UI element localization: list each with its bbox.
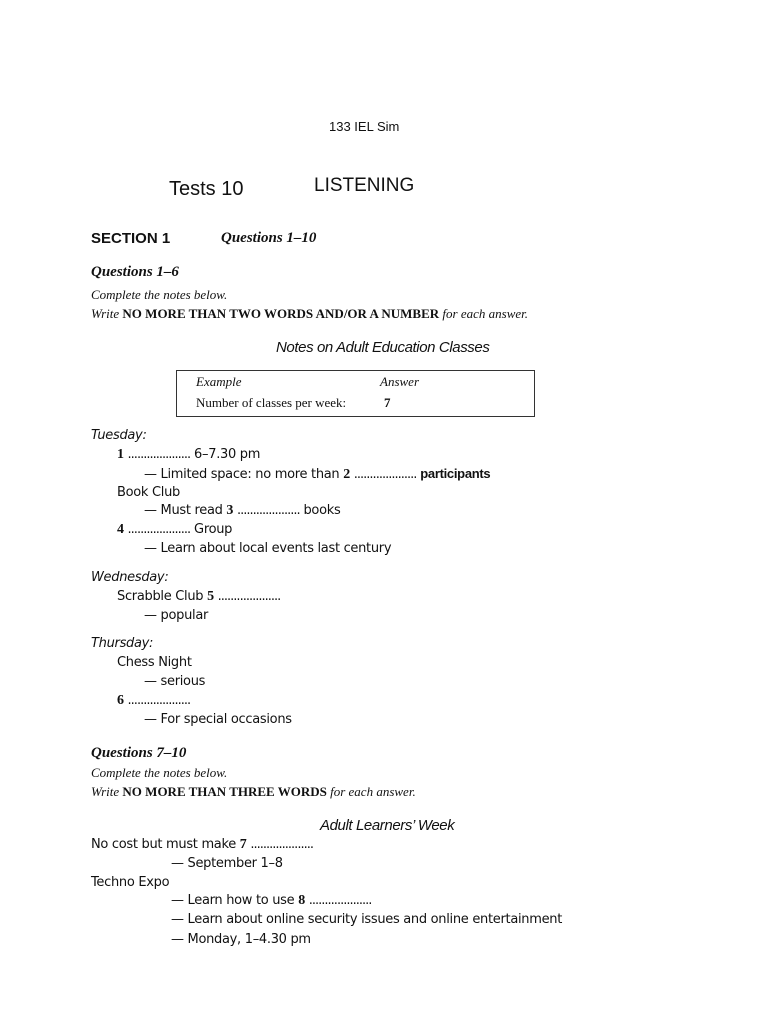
chess-night: Chess Night [117,655,192,670]
q2-line [144,466,490,483]
q8-line [171,893,371,909]
answer-blank: .................... [127,522,191,537]
question-number: 2 [343,467,350,482]
september: — September 1–8 [171,856,283,871]
part2-instruction-2 [91,784,416,800]
line-text: — Must read [144,503,223,518]
notes-title-2: Adult Learners’ Week [320,817,455,834]
answer-blank: .................... [127,447,191,462]
answer-blank: .................... [127,693,191,708]
line-text: Group [194,522,233,537]
line-text: books [303,503,341,518]
question-number: 7 [239,837,247,852]
instruction-text: Write [91,306,123,321]
techno-expo: Techno Expo [91,875,170,890]
q5-line [117,589,280,605]
instruction-text: for each answer. [326,784,416,799]
example-question: Number of classes per week: [196,395,347,410]
paper-title: LISTENING [314,175,415,196]
popular: — popular [144,608,209,623]
example-answer-label: Answer [380,374,419,389]
instruction-text: for each answer. [439,306,529,321]
question-number: 8 [298,893,305,908]
instruction-text: Write [91,784,123,799]
section-questions: Questions 1–10 [221,230,317,246]
question-number: 1 [117,447,124,462]
answer-blank: .................... [353,467,417,482]
q6-line [117,693,190,709]
part1-instruction-1: Complete the notes below. [91,287,228,302]
example-answer: 7 [384,395,391,410]
part1-instruction-2 [91,306,528,322]
day-thursday: Thursday: [91,636,154,651]
answer-blank: .................... [308,893,372,908]
answer-blank: .................... [236,503,300,518]
question-number: 5 [207,589,214,604]
example-label: Example [196,374,242,389]
book-club: Book Club [117,485,180,500]
online-security: — Learn about online security issues and online entertainment [171,912,563,927]
q7-line [91,837,313,853]
day-tuesday: Tuesday: [91,428,147,443]
line-text: participants [420,466,491,481]
question-number: 6 [117,693,124,708]
serious: — serious [144,674,206,689]
answer-blank: .................... [250,837,313,852]
line-text: — Limited space: no more than [144,467,340,482]
day-wednesday: Wednesday: [91,570,169,585]
part1-heading: Questions 1–6 [91,264,179,280]
part2-heading: Questions 7–10 [91,745,187,761]
instruction-word-limit: NO MORE THAN THREE WORDS [122,784,327,799]
local-events: — Learn about local events last century [144,541,392,556]
line-text: Scrabble Club [117,589,204,604]
question-number: 3 [226,503,234,518]
monday-time: — Monday, 1–4.30 pm [171,932,311,947]
instruction-word-limit: NO MORE THAN TWO WORDS AND/OR A NUMBER [122,306,440,321]
page-reference: 133 IEL Sim [329,119,400,134]
question-number: 4 [117,522,124,537]
test-title: Tests 10 [169,178,244,200]
answer-blank: .................... [217,589,281,604]
q1-line [117,447,260,463]
special-occasions: — For special occasions [144,712,292,727]
line-text: 6–7.30 pm [194,447,261,462]
section-label: SECTION 1 [91,230,171,247]
notes-title: Notes on Adult Education Classes [276,339,490,356]
part2-instruction-1: Complete the notes below. [91,765,228,780]
q4-line [117,522,232,538]
q3-line [144,503,340,519]
line-text: No cost but must make [91,837,236,852]
line-text: — Learn how to use [171,893,295,908]
